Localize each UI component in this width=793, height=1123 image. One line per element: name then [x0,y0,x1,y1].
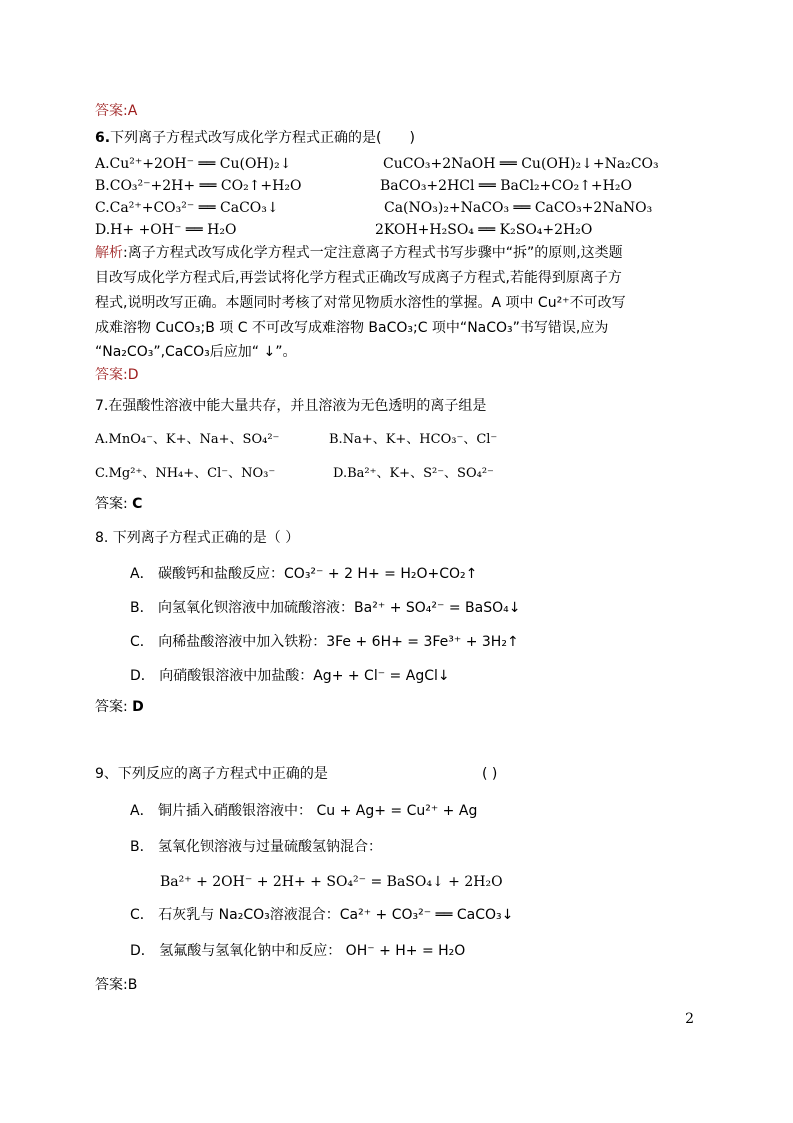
q6-option-d-ionic: D.H+ +OH⁻ ══ H₂O [95,222,237,238]
q8-option-c: C． 向稀盐酸溶液中加入铁粉：3Fe + 6H+ = 3Fe³⁺ + 3H₂↑ [130,634,519,650]
q6-explanation-line-5: “Na₂CO₃”,CaCO₃后应加“ ↓”。 [95,344,297,360]
q9-option-a: A． 铜片插入硝酸银溶液中： Cu + Ag+ = Cu²⁺ + Ag [130,803,478,819]
q6-option-b-chemical: BaCO₃+2HCl ══ BaCl₂+CO₂↑+H₂O [380,178,632,194]
q9-option-d: D． 氢氟酸与氢氧化钠中和反应： OH⁻ + H+ = H₂O [130,943,466,959]
q6-option-d-chemical: 2KOH+H₂SO₄ ══ K₂SO₄+2H₂O [375,222,593,238]
answer-8: 答案: D [95,699,144,715]
answer-6: 答案:D [95,367,139,383]
q8-option-b: B． 向氢氧化钡溶液中加硫酸溶液：Ba²⁺ + SO₄²⁻ = BaSO₄↓ [130,600,521,616]
q7-option-c: C.Mg²⁺、NH₄+、Cl⁻、NO₃⁻ [95,466,276,481]
q6-explanation-line-1: 解析:离子方程式改写成化学方程式一定注意离子方程式书写步骤中“拆”的原则,这类题 [95,245,623,261]
q7-option-b: B.Na+、K+、HCO₃⁻、Cl⁻ [329,432,498,447]
q7-option-a: A.MnO₄⁻、K+、Na+、SO₄²⁻ [95,432,280,447]
q6-explanation-line-3: 程式,说明改写正确。本题同时考核了对常见物质水溶性的掌握。A 项中 Cu²⁺不可改写 [95,295,626,311]
page-number: 2 [685,1011,694,1027]
question-9-title: 9、下列反应的离子方程式中正确的是 [95,766,328,782]
q7-option-d: D.Ba²⁺、K+、S²⁻、SO₄²⁻ [333,466,494,481]
q9-option-b: B． 氢氧化钡溶液与过量硫酸氢钠混合： [130,839,383,855]
question-7-title: 7.在强酸性溶液中能大量共存，并且溶液为无色透明的离子组是 [95,398,487,414]
answer-9: 答案:B [95,977,138,993]
q9-option-b-equation: Ba²⁺ + 2OH⁻ + 2H+ + SO₄²⁻ = BaSO₄↓ + 2H₂O [160,874,503,890]
q6-option-b-ionic: B.CO₃²⁻+2H+ ══ CO₂↑+H₂O [95,178,302,194]
question-9-answer-blank: ( ) [482,766,498,782]
q8-option-d: D． 向硝酸银溶液中加盐酸：Ag+ + Cl⁻ = AgCl↓ [130,668,450,684]
q6-option-c-chemical: Ca(NO₃)₂+NaCO₃ ══ CaCO₃+2NaNO₃ [384,200,653,216]
q6-explanation-line-4: 成难溶物 CuCO₃;B 项 C 不可改写成难溶物 BaCO₃;C 项中“NaCO₃”书写错误,应为 [95,320,609,336]
answer-5: 答案:A [95,103,138,119]
q6-explanation-line-2: 目改写成化学方程式后,再尝试将化学方程式正确改写成离子方程式,若能得到原离子方 [95,270,622,286]
q6-option-a-ionic: A.Cu²⁺+2OH⁻ ══ Cu(OH)₂↓ [95,156,292,172]
question-8-title: 8. 下列离子方程式正确的是（ ） [95,530,300,546]
q6-option-a-chemical: CuCO₃+2NaOH ══ Cu(OH)₂↓+Na₂CO₃ [383,156,659,172]
q9-option-c: C． 石灰乳与 Na₂CO₃溶液混合：Ca²⁺ + CO₃²⁻ ══ CaCO₃↓ [130,907,514,923]
q6-option-c-ionic: C.Ca²⁺+CO₃²⁻ ══ CaCO₃↓ [95,200,279,216]
question-6-title: 6.下列离子方程式改写成化学方程式正确的是( ) [95,130,415,146]
q8-option-a: A． 碳酸钙和盐酸反应：CO₃²⁻ + 2 H+ = H₂O+CO₂↑ [130,566,478,582]
answer-7: 答案: C [95,496,143,512]
